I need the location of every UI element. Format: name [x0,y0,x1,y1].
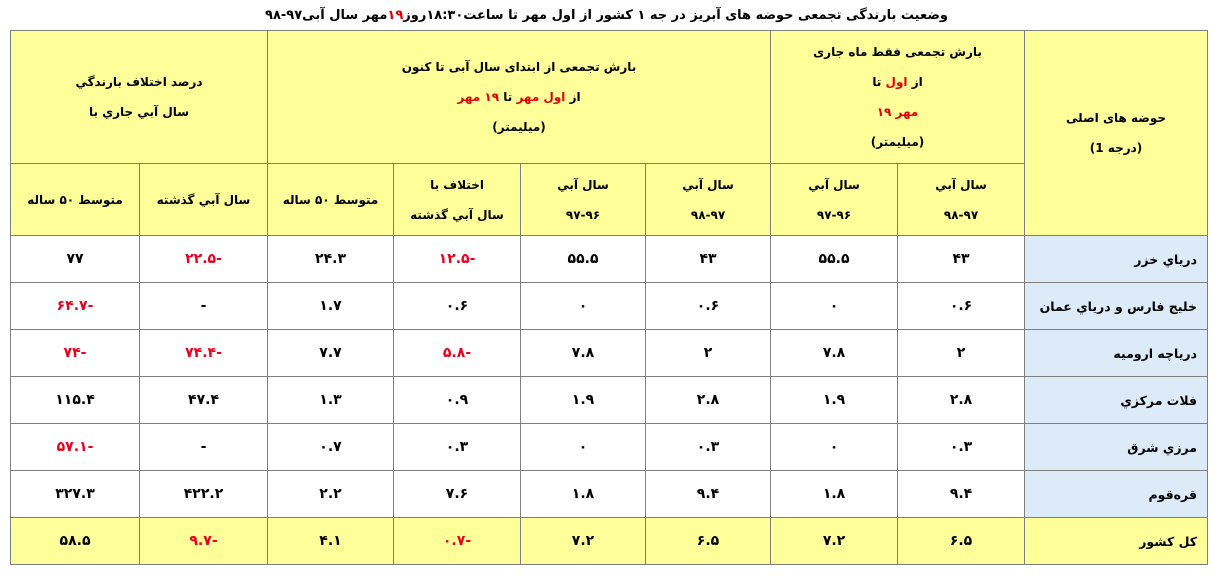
basin-header [1025,31,1208,236]
subheader-year-current: سال آبي ۹۸-۹۷ [646,164,771,236]
title-part3: مهر سال آبی [302,7,388,23]
cell-m-prev: ۵۵.۵ [771,236,898,283]
cell-d-prev: - [140,424,268,471]
cell-d-avg: ۷۷ [11,236,140,283]
cell-y-cur: ۶.۵ [646,518,771,565]
cell-y-diff: ۰.۶ [394,283,521,330]
basin-name: درياچه اروميه [1025,330,1208,377]
cell-m-prev: ۱.۹ [771,377,898,424]
subheader-diff-50yr-average: متوسط ۵۰ ساله [11,164,140,236]
cell-y-prev: ۰ [521,424,646,471]
rainfall-table [10,30,1208,565]
cell-y-diff: -۱۲.۵ [394,236,521,283]
cell-y-avg: ۴.۱ [268,518,394,565]
cell-d-prev: ۴۲۲.۲ [140,471,268,518]
subheader-year-previous: سال آبي ۹۷-۹۶ [521,164,646,236]
basin-header-line2: (درجه 1) [1089,141,1143,155]
month-header-line1: بارش تجمعی فقط ماه جاری [813,45,982,59]
cell-y-avg: ۰.۷ [268,424,394,471]
cell-y-prev: ۰ [521,283,646,330]
cell-d-avg: -۵۷.۱ [11,424,140,471]
cell-y-diff: ۰.۹ [394,377,521,424]
cell-y-avg: ۲۴.۳ [268,236,394,283]
basin-name: کل کشور [1025,518,1208,565]
basin-name: مرزي شرق [1025,424,1208,471]
subheader-year-50yr-average: متوسط ۵۰ ساله [268,164,394,236]
cell-d-avg: -۶۴.۷ [11,283,140,330]
cell-d-prev: ۴۷.۴ [140,377,268,424]
cell-y-prev: ۱.۹ [521,377,646,424]
cell-y-cur: ۹.۴ [646,471,771,518]
table-row [11,377,1208,424]
cell-y-diff: ۷.۶ [394,471,521,518]
title-time: ۱۸:۳۰ [426,7,464,23]
cell-y-avg: ۲.۲ [268,471,394,518]
cell-y-cur: ۲ [646,330,771,377]
cell-d-avg: ۱۱۵.۴ [11,377,140,424]
subheader-month-previous: سال آبي ۹۷-۹۶ [771,164,898,236]
cell-m-cur: ۲.۸ [898,377,1025,424]
cell-d-avg: ۵۸.۵ [11,518,140,565]
year-header-line3: (میلیمتر) [492,120,546,134]
basin-name: خليج فارس و درياي عمان [1025,283,1208,330]
cell-d-prev: -۲۲.۵ [140,236,268,283]
data-rows [11,236,1208,565]
cell-m-prev: ۱.۸ [771,471,898,518]
cell-d-prev: -۷۴.۴ [140,330,268,377]
cell-m-cur: ۶.۵ [898,518,1025,565]
cell-m-cur: ۴۳ [898,236,1025,283]
cell-m-cur: ۹.۴ [898,471,1025,518]
table-row [11,283,1208,330]
basin-header-line1: حوضه های اصلی [1066,111,1167,125]
cell-d-avg: -۷۴ [11,330,140,377]
cell-m-prev: ۰ [771,424,898,471]
cell-y-avg: ۱.۷ [268,283,394,330]
diff-group-header [11,31,268,164]
cell-y-prev: ۷.۲ [521,518,646,565]
cell-m-prev: ۷.۸ [771,330,898,377]
month-header-line4: (میلیمتر) [870,135,925,149]
title-day: ۱۹ [387,7,404,23]
page-title [0,0,1213,30]
cell-y-cur: ۲.۸ [646,377,771,424]
cell-y-prev: ۷.۸ [521,330,646,377]
basin-name: فلات مرکزي [1025,377,1208,424]
diff-header-line2: سال آبي جاري با [88,105,190,119]
cell-m-cur: ۰.۳ [898,424,1025,471]
year-header-line2: از اول مهر تا ۱۹ مهر [457,90,581,104]
basin-name: قره‌قوم [1025,471,1208,518]
year-header-line1: بارش تجمعی از ابتدای سال آبی تا کنون [401,60,637,74]
cell-y-prev: ۱.۸ [521,471,646,518]
cell-y-diff: -۰.۷ [394,518,521,565]
cell-y-prev: ۵۵.۵ [521,236,646,283]
subheader-diff-previous: سال آبي گذشته [140,164,268,236]
subheader-year-difference: اختلاف با سال آبي گذشته [394,164,521,236]
table-row [11,424,1208,471]
month-header-line3: مهر ۱۹ [876,105,919,119]
cell-m-prev: ۷.۲ [771,518,898,565]
basin-name: درياي خزر [1025,236,1208,283]
cell-d-avg: ۳۲۷.۳ [11,471,140,518]
title-part1: وضعیت بارندگی تجمعی حوضه های آبریز در جه ۱ کشور از اول مهر تا ساعت [463,7,948,23]
month-header-line2: از اول تا [872,75,923,89]
table-row [11,330,1208,377]
cell-m-cur: ۲ [898,330,1025,377]
cell-y-cur: ۴۳ [646,236,771,283]
cell-d-prev: -۹.۷ [140,518,268,565]
year-group-header [268,31,771,164]
total-row [11,518,1208,565]
table-row [11,471,1208,518]
cell-y-cur: ۰.۶ [646,283,771,330]
cell-y-diff: ۰.۳ [394,424,521,471]
cell-y-cur: ۰.۳ [646,424,771,471]
diff-header-line1: درصد اختلاف بارندگي [75,75,203,89]
title-part2: روز [403,7,427,23]
cell-y-avg: ۱.۳ [268,377,394,424]
subheader-month-current: سال آبي ۹۸-۹۷ [898,164,1025,236]
cell-y-diff: -۵.۸ [394,330,521,377]
table-row [11,236,1208,283]
month-group-header [771,31,1025,164]
cell-y-avg: ۷.۷ [268,330,394,377]
title-year: ۹۸-۹۷ [265,7,303,23]
cell-m-cur: ۰.۶ [898,283,1025,330]
cell-d-prev: - [140,283,268,330]
cell-m-prev: ۰ [771,283,898,330]
